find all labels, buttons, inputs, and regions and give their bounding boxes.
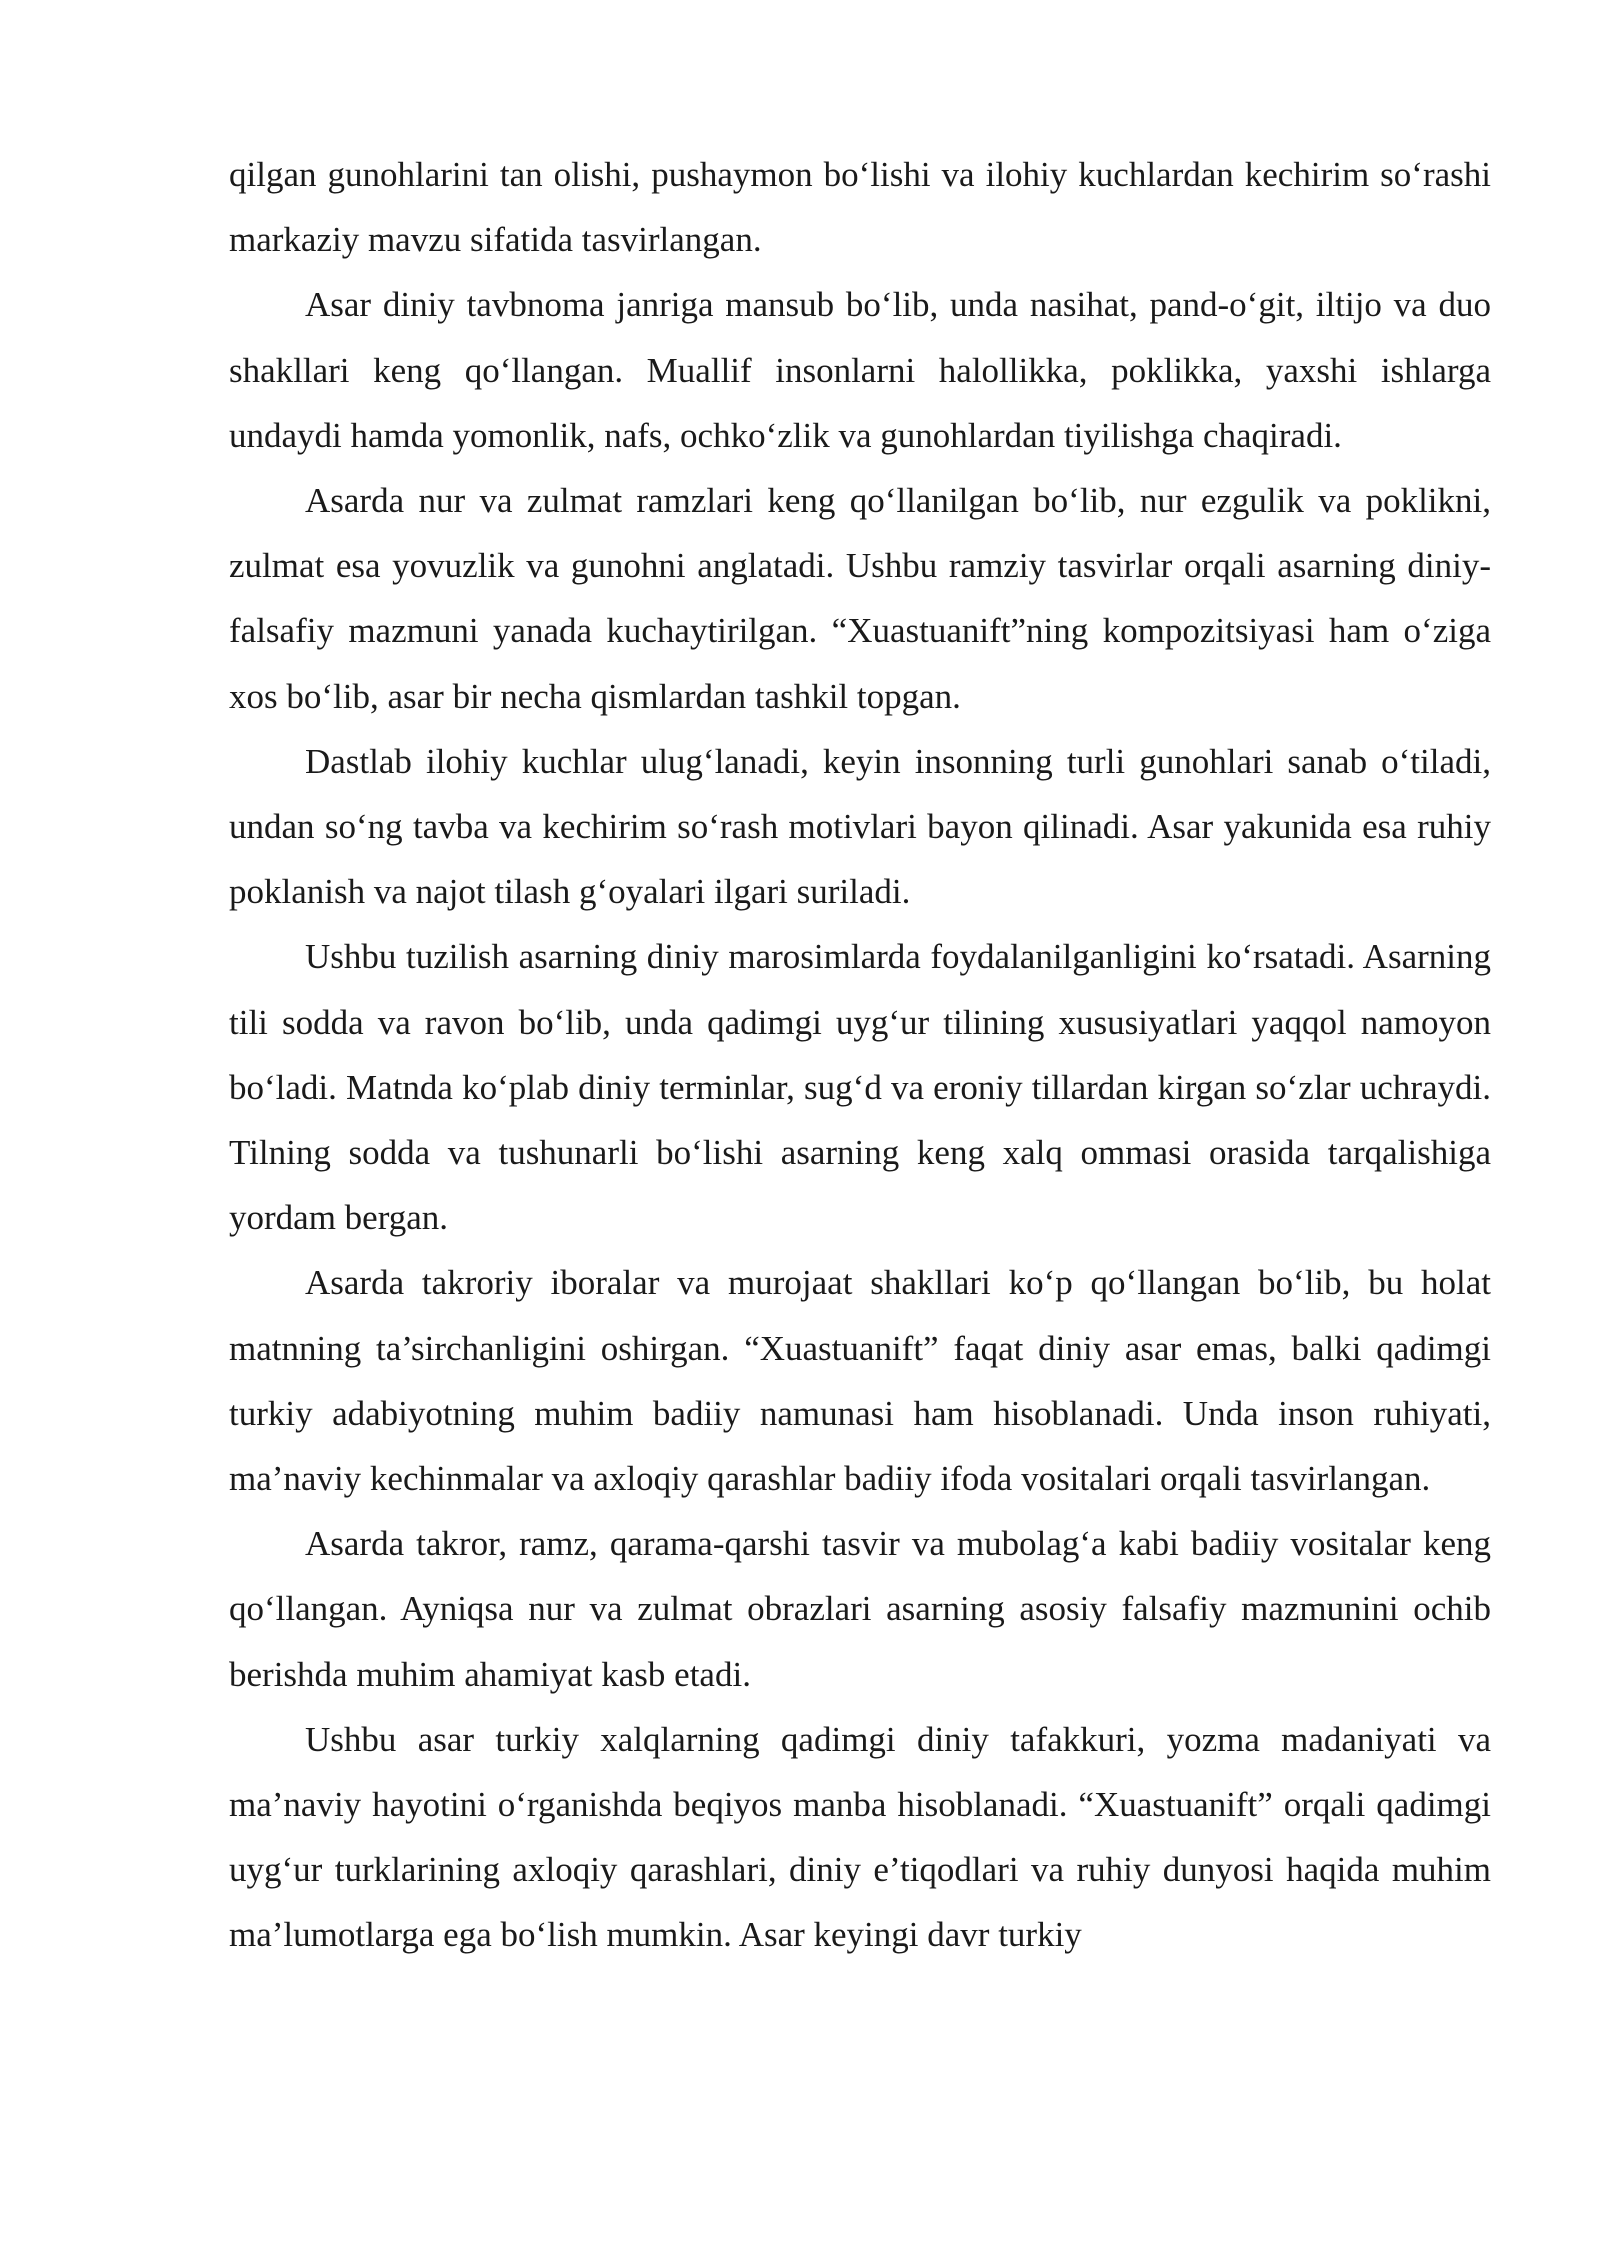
paragraph-symbols: Asarda nur va zulmat ramzlari keng qo‘llanilgan bo‘lib, nur ezgulik va poklikni, zulmat esa yovuzlik va gunohni anglatadi. Ushbu ramziy tasvirlar orqali asarning diniy-falsafiy mazmuni yanada kuchaytirilgan. “Xuastuanift”ning kompozitsiyasi ham o‘ziga xos bo‘lib, asar bir necha qismlardan tashkil topgan.: [229, 481, 1491, 716]
paragraph-structure: Dastlab ilohiy kuchlar ulug‘lanadi, keyin insonning turli gunohlari sanab o‘tiladi, undan so‘ng tavba va kechirim so‘rash motivlari bayon qilinadi. Asar yakunida esa ruhiy poklanish va najot tilash g‘oyalari ilgari suriladi.: [229, 741, 1491, 912]
paragraph-significance: Ushbu asar turkiy xalqlarning qadimgi diniy tafakkuri, yozma madaniyati va ma’naviy hayotini o‘rganishda beqiyos manba hisoblanadi. “Xuastuanift” orqali qadimgi uyg‘ur turklarining axloqiy qarashlari, diniy e’tiqodlari va ruhiy dunyosi haqida muhim ma’lumotlarga ega bo‘lish mumkin. Asar keyingi davr turkiy: [229, 1719, 1491, 1955]
paragraph-style: Asarda takroriy iboralar va murojaat shakllari ko‘p qo‘llangan bo‘lib, bu holat matnning ta’sirchanligini oshirgan. “Xuastuanift” faqat diniy asar emas, balki qadimgi turkiy adabiyotning muhim badiiy namunasi ham hisoblanadi. Unda inson ruhiyati, ma’naviy kechinmalar va axloqiy qarashlar badiiy ifoda vositalari orqali tasvirlangan.: [229, 1263, 1491, 1499]
paragraph-continuation: qilgan gunohlarini tan olishi, pushaymon bo‘lishi va ilohiy kuchlardan kechirim so‘rashi markaziy mavzu sifatida tasvirlangan.: [229, 155, 1491, 260]
paragraph-genre: Asar diniy tavbnoma janriga mansub bo‘lib, unda nasihat, pand-o‘git, iltijo va duo shakllari keng qo‘llangan. Muallif insonlarni halollikka, poklikka, yaxshi ishlarga undaydi hamda yomonlik, nafs, ochko‘zlik va gunohlardan tiyilishga chaqiradi.: [229, 285, 1491, 455]
paragraph-language: Ushbu tuzilish asarning diniy marosimlarda foydalanilganligini ko‘rsatadi. Asarning tili sodda va ravon bo‘lib, unda qadimgi uyg‘ur tilining xususiyatlari yaqqol namoyon bo‘ladi. Matnda ko‘plab diniy terminlar, sug‘d va eroniy tillardan kirgan so‘zlar uchraydi. Tilning sodda va tushunarli bo‘lishi asarning keng xalq ommasi orasida tarqalishiga yordam bergan.: [229, 937, 1491, 1238]
document-page: [229, 142, 1491, 1968]
paragraph-devices: Asarda takror, ramz, qarama-qarshi tasvir va mubolag‘a kabi badiiy vositalar keng qo‘llangan. Ayniqsa nur va zulmat obrazlari asarning asosiy falsafiy mazmunini ochib berishda muhim ahamiyat kasb etadi.: [229, 1524, 1491, 1694]
